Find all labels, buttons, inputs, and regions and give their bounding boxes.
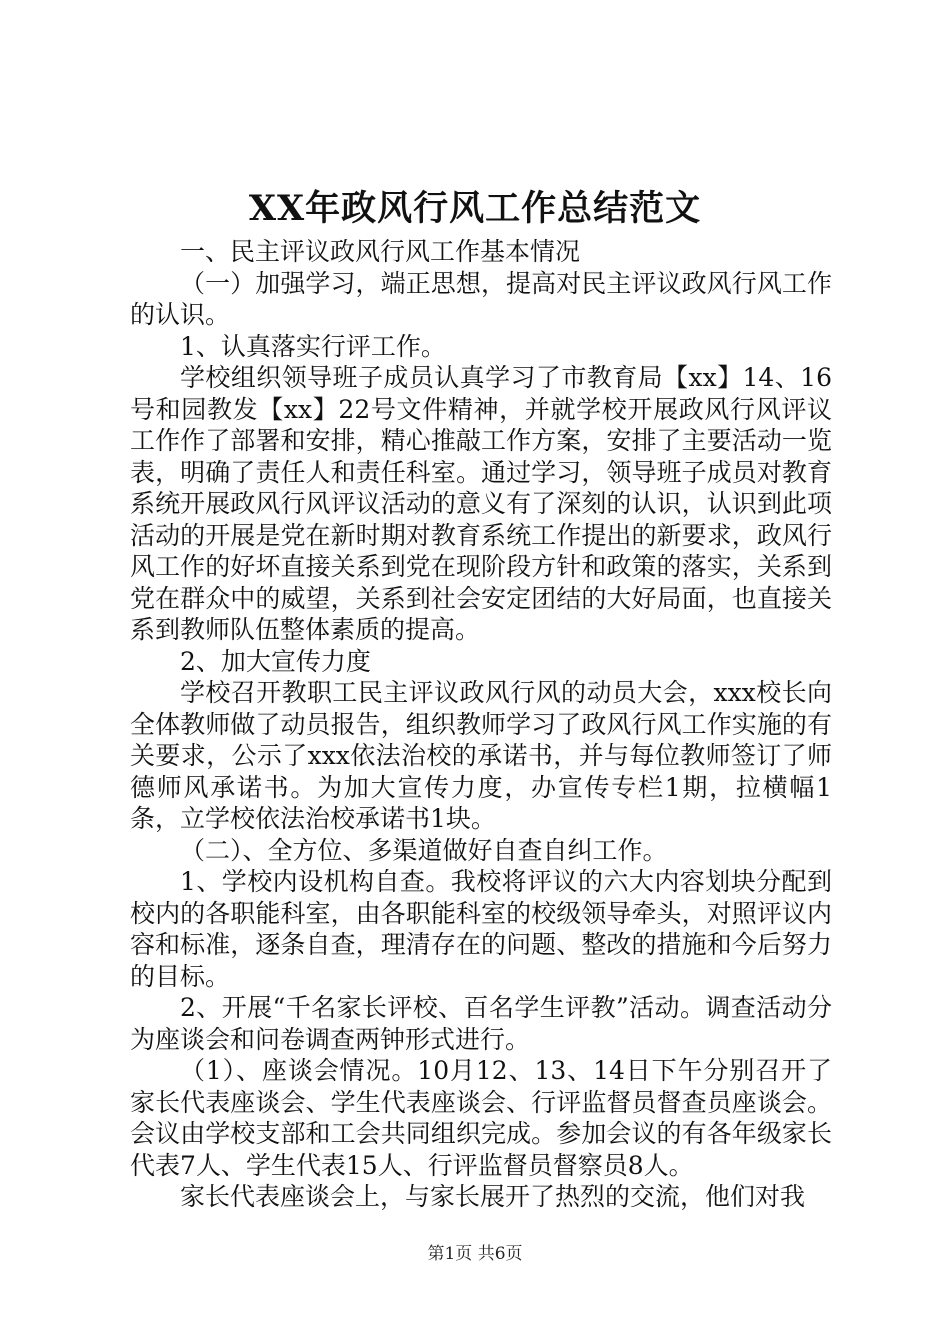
page-footer: 第1页 共6页 [427, 1244, 523, 1264]
section-heading: 一、民主评议政风行风工作基本情况 [180, 237, 581, 266]
subsection-heading: （二）、全方位、多渠道做好自查自纠工作。 [180, 835, 668, 865]
subsection-heading: （一）加强学习，端正思想，提高对民主评议政风行风工作的认识。 [130, 268, 832, 329]
body-paragraph: 学校组织领导班子成员认真学习了市教育局【xx】14、16号和园教发【xx】22号文件精神，并就学校开展政风行风评议工作作了部署和安排，精心推敲工作方案，安排了主要活动一览表，明确了责任人和责任科室。通过学习，领导班子成员对教育系统开展政风行风评议活动的意义有了深刻的认识，认识到此项活动的开展是党在新时期对教育系统工作提出的新要求，政风行风工作的好坏直接关系到党在现阶段方针和政策的落实，关系到党在群众中的威望，关系到社会安定团结的大好局面，也直接关系到教师队伍整体素质的提高。 [130, 363, 832, 644]
body-paragraph: 1、学校内设机构自查。我校将评议的六大内容划块分配到校内的各职能科室，由各职能科室的校级领导牵头，对照评议内容和标准，逐条自查，理清存在的问题、整改的措施和今后努力的目标。 [130, 867, 832, 991]
body-paragraph: （1）、座谈会情况。10月12、13、14日下午分别召开了家长代表座谈会、学生代表座谈会、行评监督员督查员座谈会。会议由学校支部和工会共同组织完成。参加会议的有各年级家长代表7人、学生代表15人、行评监督员督察员8人。 [130, 1056, 832, 1180]
body-paragraph: 家长代表座谈会上，与家长展开了热烈的交流，他们对我 [180, 1182, 806, 1211]
document-body [130, 236, 832, 1213]
item-heading: 1、认真落实行评工作。 [180, 331, 446, 361]
body-paragraph: 学校召开教职工民主评议政风行风的动员大会，xxx校长向全体教师做了动员报告，组织教师学习了政风行风工作实施的有关要求，公示了xxx依法治校的承诺书，并与每位教师签订了师德师风承诺书。为加大宣传力度，办宣传专栏1期，拉横幅1条，立学校依法治校承诺书1块。 [130, 678, 832, 833]
body-paragraph: 2、开展“千名家长评校、百名学生评教”活动。调查活动分为座谈会和问卷调查两钟形式进行。 [130, 993, 832, 1054]
document-title: XX年政风行风工作总结范文 [248, 188, 702, 229]
item-heading: 2、加大宣传力度 [180, 646, 371, 676]
